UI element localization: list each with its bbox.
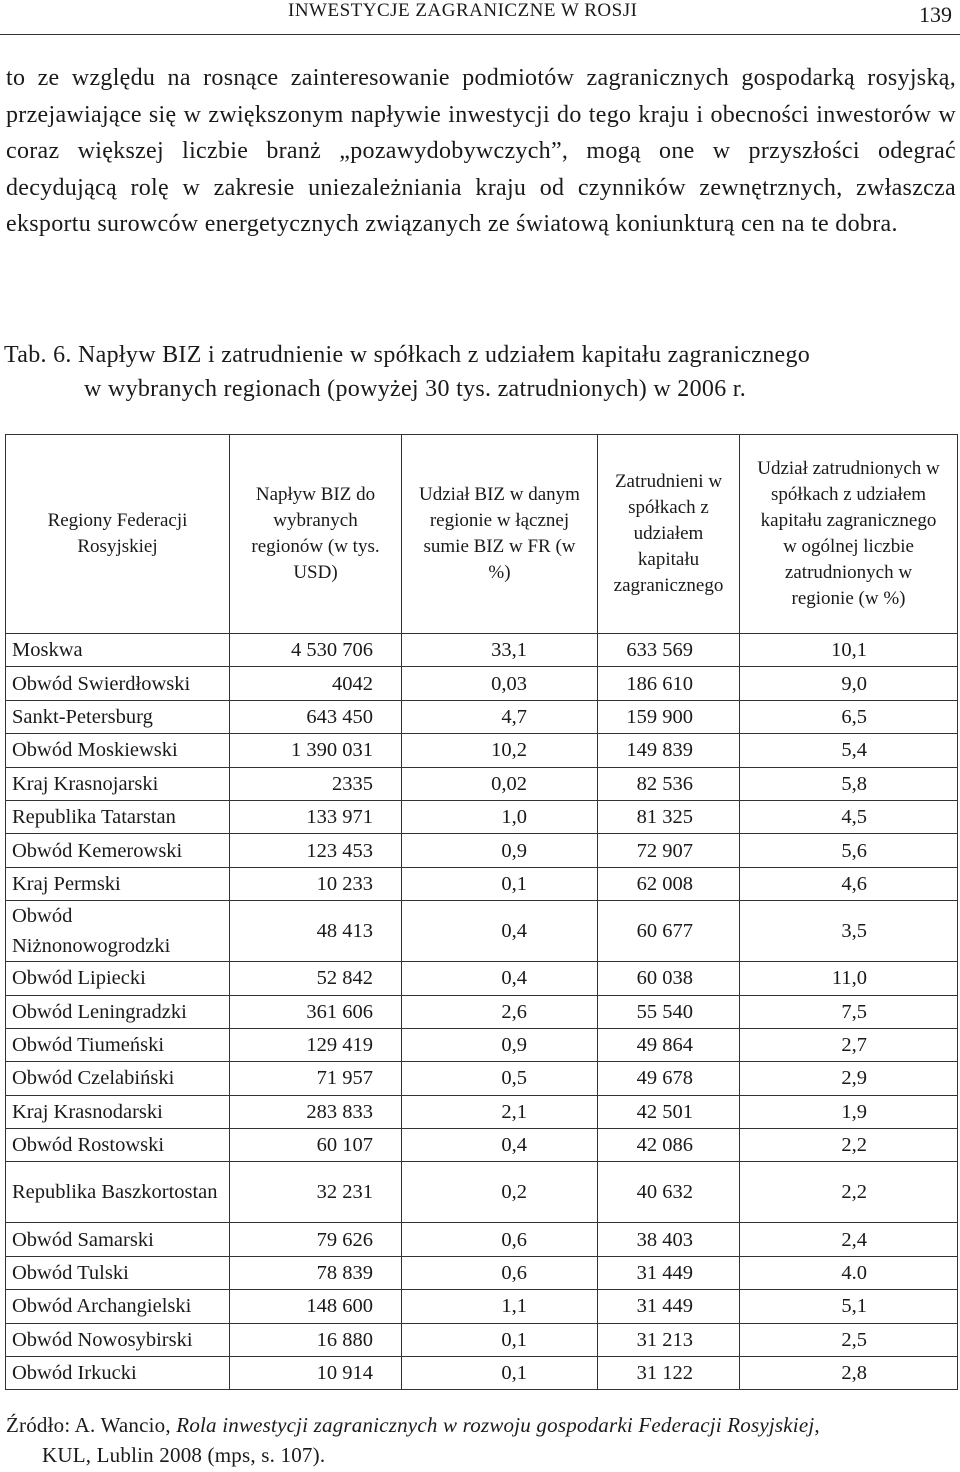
region-cell: Obwód Tulski bbox=[6, 1256, 230, 1289]
employees-cell: 31 449 bbox=[598, 1290, 740, 1323]
source-note bbox=[6, 1410, 956, 1470]
page-number: 139 bbox=[919, 2, 952, 27]
fdi-share-cell: 0,9 bbox=[402, 1028, 598, 1061]
employees-cell: 60 677 bbox=[598, 901, 740, 962]
caption-line-1: Tab. 6. Napływ BIZ i zatrudnienie w spółkach z udziałem kapitału zagranicznego bbox=[4, 342, 811, 368]
employee-share-cell: 4,6 bbox=[740, 867, 958, 900]
employee-share-cell: 4.0 bbox=[740, 1256, 958, 1289]
table-row bbox=[6, 1223, 958, 1256]
fdi-share-cell: 0,9 bbox=[402, 834, 598, 867]
fdi-inflow-cell: 123 453 bbox=[230, 834, 402, 867]
table-row bbox=[6, 834, 958, 867]
fdi-share-cell: 0,6 bbox=[402, 1223, 598, 1256]
table-row bbox=[6, 1162, 958, 1223]
region-cell: Obwód Czelabiński bbox=[6, 1062, 230, 1095]
fdi-inflow-cell: 283 833 bbox=[230, 1095, 402, 1128]
employees-cell: 38 403 bbox=[598, 1223, 740, 1256]
region-cell: Obwód Kemerowski bbox=[6, 834, 230, 867]
region-cell: Moskwa bbox=[6, 634, 230, 667]
table-row bbox=[6, 962, 958, 995]
fdi-inflow-cell: 60 107 bbox=[230, 1129, 402, 1162]
fdi-share-cell: 0,02 bbox=[402, 767, 598, 800]
running-head bbox=[0, 0, 960, 40]
employees-cell: 81 325 bbox=[598, 800, 740, 833]
region-cell: Obwód Moskiewski bbox=[6, 734, 230, 767]
table-row bbox=[6, 1028, 958, 1061]
table-header-row bbox=[6, 435, 958, 634]
fdi-inflow-cell: 10 914 bbox=[230, 1357, 402, 1390]
employees-cell: 62 008 bbox=[598, 867, 740, 900]
region-cell: Kraj Krasnodarski bbox=[6, 1095, 230, 1128]
region-cell: Obwód Lipiecki bbox=[6, 962, 230, 995]
table-body bbox=[6, 634, 958, 1390]
employees-cell: 60 038 bbox=[598, 962, 740, 995]
table-row bbox=[6, 1062, 958, 1095]
employees-cell: 42 086 bbox=[598, 1129, 740, 1162]
region-cell: Obwód Swierdłowski bbox=[6, 667, 230, 700]
employees-cell: 49 864 bbox=[598, 1028, 740, 1061]
fdi-share-cell: 33,1 bbox=[402, 634, 598, 667]
employee-share-cell: 5,6 bbox=[740, 834, 958, 867]
employee-share-cell: 1,9 bbox=[740, 1095, 958, 1128]
employee-share-cell: 2,4 bbox=[740, 1223, 958, 1256]
table-row bbox=[6, 995, 958, 1028]
fdi-inflow-cell: 129 419 bbox=[230, 1028, 402, 1061]
fdi-share-cell: 0,1 bbox=[402, 1323, 598, 1356]
caption-line-2: w wybranych regionach (powyżej 30 tys. zatrudnionych) w 2006 r. bbox=[84, 376, 747, 402]
region-cell: Kraj Permski bbox=[6, 867, 230, 900]
fdi-share-cell: 0,5 bbox=[402, 1062, 598, 1095]
fdi-share-cell: 1,0 bbox=[402, 800, 598, 833]
employee-share-cell: 5,1 bbox=[740, 1290, 958, 1323]
table-row bbox=[6, 734, 958, 767]
fdi-share-cell: 0,6 bbox=[402, 1256, 598, 1289]
source-line-2: KUL, Lublin 2008 (mps, s. 107). bbox=[42, 1443, 326, 1467]
table-row bbox=[6, 1095, 958, 1128]
fdi-inflow-cell: 361 606 bbox=[230, 995, 402, 1028]
fdi-inflow-cell: 71 957 bbox=[230, 1062, 402, 1095]
employee-share-cell: 5,4 bbox=[740, 734, 958, 767]
data-table bbox=[5, 434, 958, 1390]
employees-cell: 31 213 bbox=[598, 1323, 740, 1356]
table-row bbox=[6, 800, 958, 833]
employee-share-cell: 11,0 bbox=[740, 962, 958, 995]
region-cell: Sankt-Petersburg bbox=[6, 700, 230, 733]
fdi-share-cell: 4,7 bbox=[402, 700, 598, 733]
fdi-inflow-cell: 4 530 706 bbox=[230, 634, 402, 667]
region-cell: Kraj Krasnojarski bbox=[6, 767, 230, 800]
fdi-share-cell: 0,4 bbox=[402, 901, 598, 962]
table-row bbox=[6, 767, 958, 800]
header-fdi-inflow: Napływ BIZ do wybranych regionów (w tys. USD) bbox=[230, 435, 402, 634]
fdi-inflow-cell: 10 233 bbox=[230, 867, 402, 900]
employee-share-cell: 2,7 bbox=[740, 1028, 958, 1061]
region-cell: Obwód Nowosybirski bbox=[6, 1323, 230, 1356]
header-fdi-share: Udział BIZ w danym regionie w łącznej sumie BIZ w FR (w %) bbox=[402, 435, 598, 634]
fdi-inflow-cell: 78 839 bbox=[230, 1256, 402, 1289]
table-row bbox=[6, 1357, 958, 1390]
employees-cell: 82 536 bbox=[598, 767, 740, 800]
region-cell: Obwód Niżnonowogrodzki bbox=[6, 901, 230, 962]
fdi-inflow-cell: 4042 bbox=[230, 667, 402, 700]
employee-share-cell: 2,2 bbox=[740, 1129, 958, 1162]
fdi-inflow-cell: 133 971 bbox=[230, 800, 402, 833]
header-employee-share: Udział zatrudnionych w spółkach z udziałem kapitału zagranicznego w ogólnej liczbie zatrudnionych w regionie (w %) bbox=[740, 435, 958, 634]
fdi-share-cell: 0,4 bbox=[402, 962, 598, 995]
employee-share-cell: 4,5 bbox=[740, 800, 958, 833]
fdi-inflow-cell: 148 600 bbox=[230, 1290, 402, 1323]
employee-share-cell: 2,9 bbox=[740, 1062, 958, 1095]
employee-share-cell: 3,5 bbox=[740, 901, 958, 962]
body-paragraph: to ze względu na rosnące zainteresowanie podmiotów zagranicznych gospodarką rosyjską, przejawiające się w zwiększonym napływie inwestycji do tego kraju i obecności inwestorów w coraz większej liczbie branż „pozawydobywczych”, mogą one w przyszłości odegrać decydującą rolę w zakresie uniezależniania kraju od czynników zewnętrznych, zwłaszcza eksportu surowców energetycznych związanych ze światową koniunkturą cen na te dobra. bbox=[6, 65, 956, 237]
header-employees: Zatrudnieni w spółkach z udziałem kapitału zagranicznego bbox=[598, 435, 740, 634]
employee-share-cell: 2,2 bbox=[740, 1162, 958, 1223]
employees-cell: 633 569 bbox=[598, 634, 740, 667]
source-title: Rola inwestycji zagranicznych w rozwoju gospodarki Federacji Rosyjskiej bbox=[176, 1413, 815, 1437]
fdi-share-cell: 10,2 bbox=[402, 734, 598, 767]
employees-cell: 159 900 bbox=[598, 700, 740, 733]
employee-share-cell: 6,5 bbox=[740, 700, 958, 733]
header-rule bbox=[0, 34, 960, 35]
region-cell: Obwód Archangielski bbox=[6, 1290, 230, 1323]
employee-share-cell: 7,5 bbox=[740, 995, 958, 1028]
employees-cell: 55 540 bbox=[598, 995, 740, 1028]
fdi-share-cell: 0,1 bbox=[402, 1357, 598, 1390]
fdi-share-cell: 0,1 bbox=[402, 867, 598, 900]
employees-cell: 149 839 bbox=[598, 734, 740, 767]
fdi-inflow-cell: 1 390 031 bbox=[230, 734, 402, 767]
table-caption bbox=[4, 338, 954, 406]
table-row bbox=[6, 1129, 958, 1162]
employees-cell: 72 907 bbox=[598, 834, 740, 867]
fdi-share-cell: 0,2 bbox=[402, 1162, 598, 1223]
employee-share-cell: 2,5 bbox=[740, 1323, 958, 1356]
region-cell: Republika Baszkortostan bbox=[6, 1162, 230, 1223]
table-row bbox=[6, 1256, 958, 1289]
fdi-share-cell: 2,6 bbox=[402, 995, 598, 1028]
region-cell: Obwód Leningradzki bbox=[6, 995, 230, 1028]
fdi-inflow-cell: 643 450 bbox=[230, 700, 402, 733]
table-row bbox=[6, 867, 958, 900]
employee-share-cell: 9,0 bbox=[740, 667, 958, 700]
table-row bbox=[6, 1290, 958, 1323]
fdi-share-cell: 0,03 bbox=[402, 667, 598, 700]
employees-cell: 40 632 bbox=[598, 1162, 740, 1223]
table-row bbox=[6, 901, 958, 962]
region-cell: Obwód Tiumeński bbox=[6, 1028, 230, 1061]
table-row bbox=[6, 667, 958, 700]
employee-share-cell: 2,8 bbox=[740, 1357, 958, 1390]
employees-cell: 31 122 bbox=[598, 1357, 740, 1390]
employees-cell: 31 449 bbox=[598, 1256, 740, 1289]
employee-share-cell: 10,1 bbox=[740, 634, 958, 667]
table-row bbox=[6, 634, 958, 667]
employees-cell: 186 610 bbox=[598, 667, 740, 700]
fdi-inflow-cell: 79 626 bbox=[230, 1223, 402, 1256]
region-cell: Obwód Samarski bbox=[6, 1223, 230, 1256]
fdi-inflow-cell: 32 231 bbox=[230, 1162, 402, 1223]
region-cell: Obwód Rostowski bbox=[6, 1129, 230, 1162]
fdi-inflow-cell: 2335 bbox=[230, 767, 402, 800]
fdi-share-cell: 1,1 bbox=[402, 1290, 598, 1323]
fdi-share-cell: 2,1 bbox=[402, 1095, 598, 1128]
region-cell: Obwód Irkucki bbox=[6, 1357, 230, 1390]
fdi-share-cell: 0,4 bbox=[402, 1129, 598, 1162]
source-line-1 bbox=[6, 1410, 956, 1440]
source-prefix: Źródło: A. Wancio, bbox=[6, 1413, 177, 1437]
table-row bbox=[6, 700, 958, 733]
running-title: INWESTYCJE ZAGRANICZNE W ROSJI bbox=[288, 0, 638, 21]
table-row bbox=[6, 1323, 958, 1356]
fdi-inflow-cell: 16 880 bbox=[230, 1323, 402, 1356]
employees-cell: 49 678 bbox=[598, 1062, 740, 1095]
region-cell: Republika Tatarstan bbox=[6, 800, 230, 833]
header-region: Regiony Federacji Rosyjskiej bbox=[6, 435, 230, 634]
fdi-inflow-cell: 52 842 bbox=[230, 962, 402, 995]
employees-cell: 42 501 bbox=[598, 1095, 740, 1128]
source-suffix: , bbox=[814, 1413, 820, 1437]
employee-share-cell: 5,8 bbox=[740, 767, 958, 800]
fdi-inflow-cell: 48 413 bbox=[230, 901, 402, 962]
